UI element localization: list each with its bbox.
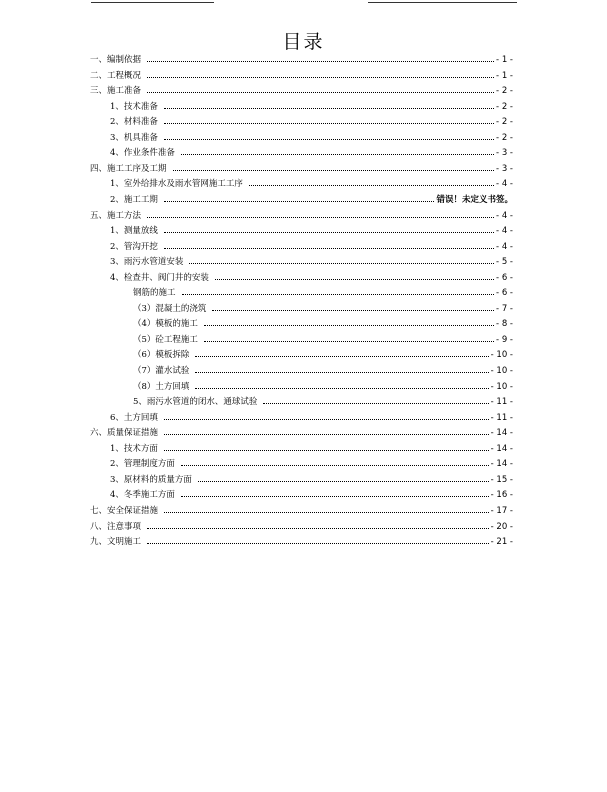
- toc-entry-label: 3、原材料的质量方面: [110, 474, 192, 485]
- toc-entry-label: 四、施工工序及工期: [90, 163, 167, 174]
- toc-entry-page-number: - 1 -: [496, 70, 513, 81]
- toc-leader-dots: [164, 139, 494, 140]
- toc-leader-dots: [212, 310, 494, 311]
- toc-leader-dots: [173, 170, 495, 171]
- toc-entry-page-number: - 4 -: [496, 241, 513, 252]
- toc-entry-label: 3、雨污水管道安装: [110, 257, 184, 268]
- toc-entry[interactable]: [90, 162, 513, 177]
- toc-leader-dots: [147, 543, 489, 544]
- toc-entry-page-number: - 14 -: [490, 443, 513, 454]
- toc-leader-dots: [147, 77, 494, 78]
- toc-entry[interactable]: [90, 426, 513, 441]
- toc-entry-page-number: - 10 -: [490, 366, 513, 376]
- toc-entry[interactable]: [110, 193, 513, 208]
- page-title: 目录: [282, 31, 325, 53]
- toc-entry-page-number: 错误！未定义书签。: [436, 194, 513, 205]
- toc-entry-label: 2、管理制度方面: [110, 459, 175, 470]
- toc-entry-page-number: - 5 -: [496, 257, 513, 268]
- toc-leader-dots: [164, 512, 489, 513]
- toc-entry-label: 1、技术方面: [110, 443, 158, 454]
- toc-entry-page-number: - 10 -: [490, 350, 513, 361]
- toc-entry-label: 九、文明施工: [90, 537, 142, 548]
- toc-entry-page-number: - 11 -: [490, 412, 513, 423]
- toc-leader-dots: [164, 123, 494, 124]
- toc-entry-page-number: - 11 -: [490, 397, 513, 408]
- toc-leader-dots: [164, 232, 494, 233]
- toc-entry-page-number: - 2 -: [496, 101, 513, 112]
- toc-entry[interactable]: [110, 115, 513, 130]
- toc-leader-dots: [164, 434, 489, 435]
- toc-entry-label: 七、安全保证措施: [90, 505, 159, 516]
- toc-entry-label: 一、编制依据: [90, 55, 142, 65]
- toc-entry-page-number: - 20 -: [490, 521, 513, 532]
- toc-entry[interactable]: [90, 520, 513, 535]
- toc-entry[interactable]: [110, 255, 513, 270]
- toc-leader-dots: [181, 465, 489, 466]
- toc-entry[interactable]: [133, 364, 513, 379]
- toc-entry-page-number: - 2 -: [496, 86, 513, 97]
- toc-entry[interactable]: [133, 317, 513, 332]
- toc-entry-label: 1、测量放线: [110, 226, 158, 237]
- toc-entry-page-number: - 4 -: [496, 179, 513, 190]
- toc-entry[interactable]: [90, 69, 513, 84]
- toc-leader-dots: [249, 185, 494, 186]
- toc-entry[interactable]: [90, 535, 513, 550]
- toc-leader-dots: [147, 528, 489, 529]
- toc-leader-dots: [215, 279, 494, 280]
- toc-entry-page-number: - 8 -: [496, 319, 513, 330]
- toc-entry-label: 五、施工方法: [90, 210, 142, 221]
- toc-leader-dots: [164, 248, 494, 249]
- toc-entry-page-number: - 6 -: [496, 272, 513, 283]
- header-rule-left: [91, 2, 214, 3]
- toc-entry-page-number: - 2 -: [496, 117, 513, 128]
- toc-entry-page-number: - 21 -: [490, 537, 513, 548]
- toc-leader-dots: [164, 450, 489, 451]
- toc-entry-label: 6、土方回填: [110, 412, 158, 423]
- toc-entry-page-number: - 15 -: [490, 474, 513, 485]
- toc-entry[interactable]: [133, 395, 513, 410]
- toc-entry[interactable]: [90, 53, 513, 68]
- toc-leader-dots: [263, 403, 488, 404]
- toc-entry[interactable]: [110, 224, 513, 239]
- toc-entry-label: （6）模板拆除: [133, 350, 190, 361]
- toc-leader-dots: [164, 419, 489, 420]
- toc-leader-dots: [189, 263, 494, 264]
- toc-leader-dots: [195, 388, 488, 389]
- toc-leader-dots: [195, 372, 488, 373]
- toc-leader-dots: [181, 496, 489, 497]
- toc-entry[interactable]: [133, 302, 513, 317]
- toc-entry[interactable]: [133, 348, 513, 363]
- toc-entry-label: 2、管沟开挖: [110, 241, 158, 252]
- toc-leader-dots: [198, 481, 489, 482]
- toc-entry-page-number: - 6 -: [496, 288, 513, 299]
- toc-entry-label: 4、作业条件准备: [110, 148, 175, 159]
- toc-entry-page-number: - 17 -: [490, 505, 513, 516]
- toc-leader-dots: [181, 154, 494, 155]
- toc-entry-label: （3）混凝土的浇筑: [133, 303, 207, 314]
- toc-entry-page-number: - 3 -: [496, 148, 513, 159]
- toc-entry[interactable]: [110, 411, 513, 426]
- toc-entry[interactable]: [110, 442, 513, 457]
- toc-entry-page-number: - 14 -: [490, 428, 513, 439]
- toc-leader-dots: [147, 217, 494, 218]
- toc-entry[interactable]: [110, 146, 513, 161]
- toc-entry[interactable]: [110, 240, 513, 255]
- toc-entry-label: （8）土方回填: [133, 381, 190, 392]
- toc-entry[interactable]: [110, 177, 513, 192]
- toc-entry[interactable]: [133, 286, 513, 301]
- toc-entry-label: 1、技术准备: [110, 101, 158, 112]
- toc-entry[interactable]: [110, 473, 513, 488]
- toc-entry-label: （5）砼工程施工: [133, 334, 198, 345]
- header-rule-right: [368, 2, 517, 3]
- toc-entry[interactable]: [90, 504, 513, 519]
- toc-entry-page-number: - 10 -: [490, 381, 513, 392]
- toc-entry-page-number: - 4 -: [496, 210, 513, 221]
- toc-entry-label: 3、机具准备: [110, 132, 158, 143]
- toc-entry-page-number: - 2 -: [496, 132, 513, 143]
- toc-leader-dots: [164, 201, 435, 202]
- toc-entry[interactable]: [110, 271, 513, 286]
- toc-entry-page-number: - 4 -: [496, 226, 513, 237]
- toc-entry[interactable]: [90, 84, 513, 99]
- toc-entry-label: 5、雨污水管道的闭水、通球试验: [133, 397, 258, 408]
- toc-entry-label: 八、注意事项: [90, 521, 142, 532]
- toc-entry-page-number: - 16 -: [490, 490, 513, 501]
- toc-entry-page-number: - 9 -: [496, 334, 513, 345]
- toc-entry-label: （7）灌水试验: [133, 366, 190, 376]
- toc-entry-label: 2、施工工期: [110, 194, 158, 205]
- toc-entry[interactable]: [133, 333, 513, 348]
- toc-entry-label: 三、施工准备: [90, 86, 142, 97]
- toc-entry[interactable]: [110, 457, 513, 472]
- toc-entry[interactable]: [90, 209, 513, 224]
- toc-entry[interactable]: [110, 131, 513, 146]
- toc-entry-label: 1、室外给排水及雨水管网施工工序: [110, 179, 243, 190]
- toc-leader-dots: [147, 61, 494, 62]
- toc-entry-label: 六、质量保证措施: [90, 428, 159, 439]
- toc-entry-label: 4、冬季施工方面: [110, 490, 175, 501]
- toc-entry-page-number: - 3 -: [496, 163, 513, 174]
- toc-entry[interactable]: [110, 488, 513, 503]
- toc-leader-dots: [204, 341, 494, 342]
- toc-entry-page-number: - 1 -: [496, 55, 513, 65]
- toc-leader-dots: [164, 108, 494, 109]
- toc-leader-dots: [204, 325, 494, 326]
- toc-entry-label: 4、检查井、阀门井的安装: [110, 272, 209, 283]
- toc-entry-page-number: - 7 -: [496, 303, 513, 314]
- toc-entry[interactable]: [133, 380, 513, 395]
- toc-entry-label: 钢筋的施工: [133, 288, 176, 299]
- toc-entry-label: 2、材料准备: [110, 117, 158, 128]
- toc-entry-page-number: - 14 -: [490, 459, 513, 470]
- toc-entry[interactable]: [110, 100, 513, 115]
- toc-entry-label: （4）模板的施工: [133, 319, 198, 330]
- toc-leader-dots: [147, 92, 494, 93]
- toc-entry-label: 二、工程概况: [90, 70, 142, 81]
- toc-leader-dots: [182, 294, 495, 295]
- toc-leader-dots: [195, 356, 488, 357]
